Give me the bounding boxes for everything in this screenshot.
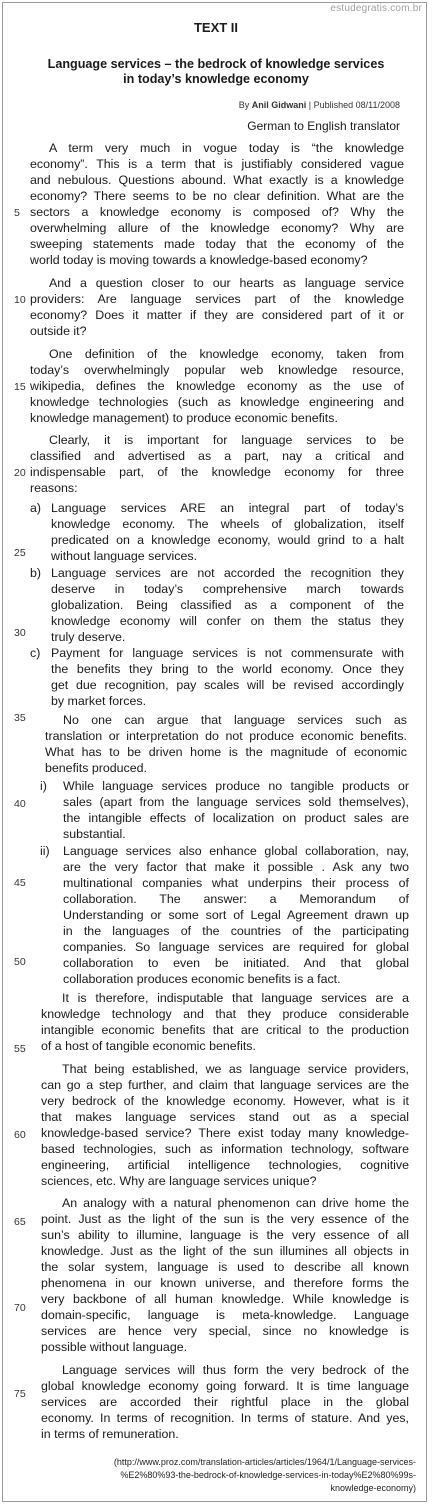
list-item-i bbox=[63, 778, 409, 842]
author-role: German to English translator bbox=[247, 119, 400, 133]
text-line: knowledge economy will confer on them the status they bbox=[51, 614, 404, 628]
text-line: That being established, we as language service providers, bbox=[62, 1062, 409, 1076]
text-line: reasons: bbox=[30, 481, 78, 495]
byline bbox=[239, 100, 400, 110]
text-line: globalization. Being classified as a component of the bbox=[51, 598, 404, 612]
text-line: knowledge-based service? There exist today many knowledge- bbox=[41, 1126, 409, 1140]
text-line: without language services. bbox=[51, 549, 198, 563]
paragraph-6 bbox=[41, 990, 409, 1054]
text-line: world today is moving towards a knowledge-based economy? bbox=[30, 253, 368, 267]
list-marker-ii: ii) bbox=[40, 844, 50, 858]
text-line: truly deserve. bbox=[51, 630, 126, 644]
list-marker-a: a) bbox=[30, 501, 42, 515]
text-line: wikipedia, defines the knowledge economy as the use of bbox=[30, 379, 404, 393]
text-line: collaboration produces economic benefits is a fact. bbox=[63, 972, 341, 986]
list-marker-i: i) bbox=[40, 779, 47, 793]
line-number: 60 bbox=[14, 1129, 26, 1141]
article-title bbox=[20, 57, 412, 87]
text-line: very backbone of all human knowledge. While knowledge is bbox=[41, 1292, 409, 1306]
author-name: Anil Gidwani bbox=[251, 100, 307, 110]
publish-date: | Published 08/11/2008 bbox=[306, 100, 400, 110]
line-number: 10 bbox=[14, 294, 26, 306]
text-line: knowledge technology and that they produce considerable bbox=[41, 1007, 409, 1021]
line-number: 65 bbox=[14, 1216, 26, 1228]
text-line: knowledge management) to produce economic benefits. bbox=[30, 411, 338, 425]
line-number: 50 bbox=[14, 956, 26, 968]
text-line: domain-specific, language is meta-knowledge. Language bbox=[41, 1308, 409, 1322]
line-number: 70 bbox=[14, 1302, 26, 1314]
text-line: possible without language. bbox=[41, 1340, 188, 1354]
text-line: substantial. bbox=[63, 827, 126, 841]
text-line: by market forces. bbox=[51, 694, 147, 708]
text-line: collaboration to even be initiated. And that global bbox=[63, 956, 409, 970]
text-line: No one can argue that language services such as bbox=[63, 713, 407, 727]
text-line: the intangible effects of localization on product sales are bbox=[63, 811, 409, 825]
list-item-b bbox=[51, 565, 404, 645]
text-line: And a question closer to our hearts as language service bbox=[49, 276, 404, 290]
text-line: sciences, etc. Why are language services unique? bbox=[41, 1174, 317, 1188]
paragraph-1 bbox=[30, 140, 404, 268]
list-item-a bbox=[51, 500, 404, 564]
text-line: Clearly, it is important for language services to be bbox=[49, 433, 404, 447]
text-line: can go a step further, and claim that language services are the bbox=[41, 1078, 409, 1092]
line-number: 30 bbox=[14, 627, 26, 639]
line-number: 15 bbox=[14, 381, 26, 393]
line-number: 35 bbox=[14, 712, 26, 724]
text-line: economy. In terms of recognition. In terms of stature. And yes, bbox=[41, 1411, 409, 1425]
text-line: companies. So language services are required for global bbox=[63, 940, 409, 954]
text-line: A term very much in vogue today is “the knowledge bbox=[49, 141, 404, 155]
paragraph-4 bbox=[30, 432, 404, 496]
paragraph-3 bbox=[30, 346, 404, 426]
text-line: It is therefore, indisputable that language services are a bbox=[62, 991, 409, 1005]
text-line: multinational companies what underpins their process of bbox=[63, 876, 409, 890]
text-line: based technologies, such as information technology, software bbox=[41, 1142, 409, 1156]
text-line: get due recognition, pay scales will be revised accordingly bbox=[51, 678, 404, 692]
text-line: indispensable part, of the knowledge economy for three bbox=[30, 465, 404, 479]
text-line: What has to be driven home is the magnitude of economic bbox=[45, 745, 407, 759]
line-number: 5 bbox=[14, 207, 20, 219]
paragraph-5 bbox=[45, 712, 407, 776]
text-line: knowledge economy. The wheels of globalization, itself bbox=[51, 517, 404, 531]
text-line: intangible economic benefits that are critical to the production bbox=[41, 1023, 409, 1037]
text-line: today’s overwhelmingly popular web knowledge resource, bbox=[30, 363, 404, 377]
text-line: very bedrock of the knowledge economy. However, what is it bbox=[41, 1094, 409, 1108]
text-line: knowledge. Just as the light of the sun illumines all objects in bbox=[41, 1244, 409, 1258]
text-line: sales (apart from the language services sold themselves), bbox=[63, 795, 409, 809]
line-number: 20 bbox=[14, 467, 26, 479]
site-watermark: estudegratis.com.br bbox=[330, 3, 422, 14]
source-citation bbox=[36, 1456, 416, 1495]
text-line: in the languages of the countries of the participating bbox=[63, 924, 409, 938]
text-line: of a host of tangible economic benefits. bbox=[41, 1039, 256, 1053]
text-line: engineering, artificial intelligence technologies, cognitive bbox=[41, 1158, 409, 1172]
source-line: (http://www.proz.com/translation-articles/articles/1964/1/Language-services- bbox=[113, 1457, 416, 1467]
text-line: services are hence very special, since no knowledge is bbox=[41, 1324, 409, 1338]
text-line: providers: Are language services part of the knowledge bbox=[30, 292, 404, 306]
text-line: Language services are not accorded the recognition they bbox=[51, 566, 404, 580]
line-number: 40 bbox=[14, 798, 26, 810]
line-number: 55 bbox=[14, 1043, 26, 1055]
text-line: An analogy with a natural phenomenon can drive home the bbox=[62, 1196, 409, 1210]
byline-by: By bbox=[238, 100, 250, 110]
text-line: are the very factor that make it possible . Ask any two bbox=[63, 860, 409, 874]
paragraph-9 bbox=[41, 1362, 409, 1442]
text-line: Language services ARE an integral part of today’s bbox=[51, 501, 404, 515]
text-line: economy? Does it matter if they are considered part of it or bbox=[30, 308, 404, 322]
text-line: One definition of the knowledge economy, taken from bbox=[49, 347, 404, 361]
text-line: and nebulous. Questions abound. What exactly is a knowledge bbox=[30, 173, 404, 187]
text-line: point. Just as the light of the sun is the very essence of the bbox=[41, 1212, 409, 1226]
line-number: 75 bbox=[14, 1388, 26, 1400]
text-line: benefits produced. bbox=[45, 761, 147, 775]
text-line: economy”. This is a term that is justifiably considered vague bbox=[30, 157, 404, 171]
text-line: translation or interpretation do not produce economic benefits. bbox=[45, 729, 407, 743]
line-number: 45 bbox=[14, 877, 26, 889]
list-item-ii bbox=[63, 843, 409, 987]
text-line: Payment for language services is not commensurate with bbox=[51, 646, 404, 660]
list-marker-c: c) bbox=[30, 646, 41, 660]
line-number: 25 bbox=[14, 547, 26, 559]
article-title-line-1: Language services – the bedrock of knowledge services bbox=[47, 57, 385, 71]
text-line: services are accorded their rightful place in the global bbox=[41, 1395, 409, 1409]
text-line: economy? There seems to be no clear definition. What are the bbox=[30, 189, 404, 203]
article-title-line-2: in today’s knowledge economy bbox=[123, 72, 309, 86]
paragraph-2 bbox=[30, 275, 404, 339]
paragraph-7 bbox=[41, 1061, 409, 1189]
source-line: knowledge-economy) bbox=[330, 1483, 416, 1493]
paragraph-8 bbox=[41, 1195, 409, 1355]
text-line: sun’s ability to illumine, language is the very essence of all bbox=[41, 1228, 409, 1242]
text-line: the solar system, language is used to describe all known bbox=[41, 1260, 409, 1274]
source-line: %E2%80%93-the-bedrock-of-knowledge-services-in-today%E2%80%99s- bbox=[120, 1470, 416, 1480]
text-line: the benefits they bring to the world economy. Once they bbox=[51, 662, 404, 676]
text-line: global knowledge economy going forward. It is time language bbox=[41, 1379, 409, 1393]
text-line: outside it? bbox=[30, 324, 87, 338]
text-line: deserve in today’s comprehensive march towards bbox=[51, 582, 404, 596]
text-label: TEXT II bbox=[193, 20, 239, 35]
text-line: classified and advertised as a part, nay a critical and bbox=[30, 449, 404, 463]
text-line: sweeping statements made today that the economy of the bbox=[30, 237, 404, 251]
text-line: that makes language services stand out as a special bbox=[41, 1110, 409, 1124]
text-line: sectors a knowledge economy is composed of? Why the bbox=[30, 205, 404, 219]
text-line: in terms of remuneration. bbox=[41, 1427, 179, 1441]
text-line: Understanding or some sort of Legal Agreement drawn up bbox=[63, 908, 409, 922]
text-line: overwhelming allure of the knowledge economy? Why are bbox=[30, 221, 404, 235]
list-marker-b: b) bbox=[30, 566, 42, 580]
text-line: Language services also enhance global collaboration, nay, bbox=[63, 844, 409, 858]
text-line: predicated on a knowledge economy, would grind to a halt bbox=[51, 533, 404, 547]
text-line: Language services will thus form the very bedrock of the bbox=[62, 1363, 409, 1377]
text-line: knowledge technologies (such as knowledge engineering and bbox=[30, 395, 404, 409]
text-line: collaboration. The answer: a Memorandum of bbox=[63, 892, 409, 906]
text-line: While language services produce no tangible products or bbox=[63, 779, 409, 793]
list-item-c bbox=[51, 645, 404, 709]
text-line: phenomena in our known universe, and therefore forms the bbox=[41, 1276, 409, 1290]
